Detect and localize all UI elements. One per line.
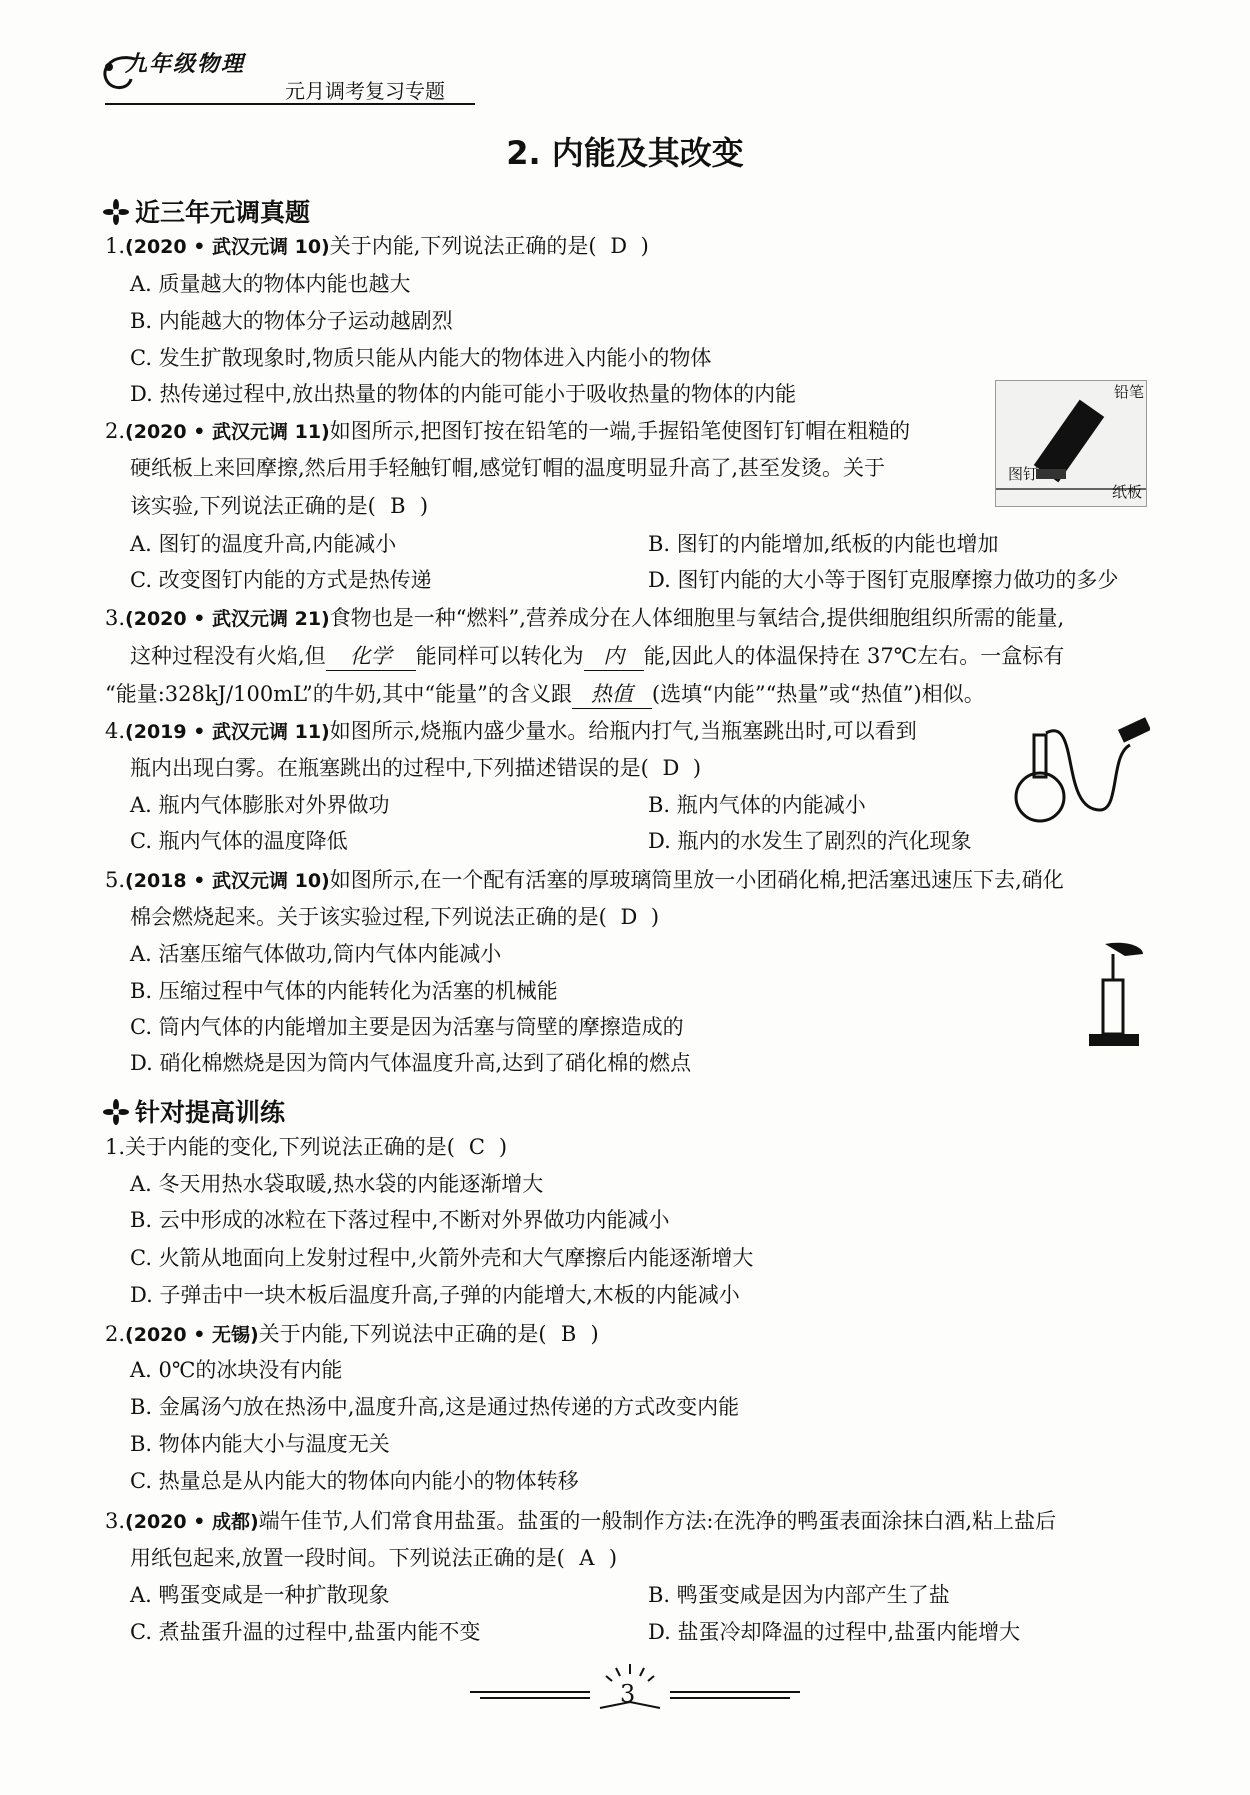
question-text: 瓶内出现白雾。在瓶塞跳出的过程中,下列描述错误的是( [130,756,649,780]
question-text-continued: 硬纸板上来回摩擦,然后用手轻触钉帽,感觉钉帽的温度明显升高了,甚至发烫。关于 [130,456,886,480]
question-source: (2018 • 武汉元调 10) [125,870,330,892]
question-number: 1. [105,234,126,258]
answer-mark: C [468,1135,485,1159]
option: D. 硝化棉燃烧是因为筒内气体温度升高,达到了硝化棉的燃点 [130,1051,692,1075]
question-text-continued [130,492,428,520]
option: A. 鸭蛋变咸是一种扩散现象 [130,1583,390,1607]
option: A. 瓶内气体膨胀对外界做功 [130,793,390,817]
paren-close: ) [419,494,429,518]
option: B. 压缩过程中气体的内能转化为活塞的机械能 [130,979,558,1003]
answer-mark: A [579,1546,595,1570]
answer-blank: 化学 [326,642,416,671]
answer-blank: 热值 [572,680,652,709]
answer-mark: D [662,756,680,780]
paren-close: ) [590,1322,599,1346]
question-source: (2020 • 成都) [125,1511,259,1533]
option: D. 热传递过程中,放出热量的物体的内能可能小于吸收热量的物体的内能 [130,382,797,406]
question-4-stem [105,717,917,746]
option: C. 火箭从地面向上发射过程中,火箭外壳和大气摩擦后内能逐渐增大 [130,1246,754,1270]
figure-label-cardboard: 纸板 [1111,483,1142,501]
paren-close: ) [650,905,660,929]
option: D. 瓶内的水发生了剧烈的汽化现象 [648,829,972,853]
page-header [95,45,475,105]
question-number: 4. [105,719,126,743]
question-number: 5. [105,868,126,892]
question-5-stem [105,866,1064,895]
question-number: 3. [105,606,126,630]
grade-label: 九年级物理 [125,51,246,77]
option: B. 云中形成的冰粒在下落过程中,不断对外界做功内能减小 [130,1208,670,1232]
option: C. 热量总是从内能大的物体向内能小的物体转移 [130,1469,579,1493]
flower-icon [103,199,129,225]
header-subtitle: 元月调考复习专题 [285,79,445,103]
question-1-stem [105,232,649,261]
option: A. 冬天用热水袋取暖,热水袋的内能逐渐增大 [130,1172,544,1196]
option: A. 0℃的冰块没有内能 [130,1358,343,1382]
piston-cylinder-figure [1085,940,1145,1050]
question-number: 1. [105,1135,126,1159]
paren-close: ) [692,756,702,780]
question-text: 如图所示,在一个配有活塞的厚玻璃筒里放一小团硝化棉,把活塞迅速压下去,硝化 [329,868,1064,892]
flask-pump-figure [1010,715,1150,825]
paren-close: ) [498,1135,508,1159]
option: B. 瓶内气体的内能减小 [648,793,866,817]
practice-question-1-stem [105,1133,507,1161]
question-source: (2020 • 武汉元调 11) [125,421,330,443]
question-text: 关于内能,下列说法中正确的是( [258,1322,547,1346]
question-text: 如图所示,烧瓶内盛少量水。给瓶内打气,当瓶塞跳出时,可以看到 [329,719,917,743]
question-text: 能同样可以转化为 [415,644,584,668]
section-heading-past-exams [103,193,310,229]
page-footer [470,1660,800,1720]
option: A. 质量越大的物体内能也越大 [130,272,411,296]
question-text: 端午佳节,人们常食用盐蛋。盐蛋的一般制作方法:在洗净的鸭蛋表面涂抹白酒,粘上盐后 [258,1509,1057,1533]
question-text: (选填“内能”“热量”或“热值”)相似。 [651,682,985,706]
page-title: 2. 内能及其改变 [506,134,744,172]
question-text: 关于内能的变化,下列说法正确的是( [125,1135,455,1159]
question-text-continued [130,754,701,782]
question-text: 棉会燃烧起来。关于该实验过程,下列说法正确的是( [130,905,607,929]
question-source: (2020 • 武汉元调 10) [125,236,330,258]
header-rule [105,103,475,105]
paren-close: ) [608,1546,618,1570]
option: D. 子弹击中一块木板后温度升高,子弹的内能增大,木板的内能减小 [130,1283,740,1307]
section-heading-text: 近三年元调真题 [135,198,311,227]
answer-blank: 内 [584,642,644,671]
pushpin-pencil-figure [995,380,1147,507]
question-source: (2019 • 武汉元调 11) [125,721,330,743]
option: C. 煮盐蛋升温的过程中,盐蛋内能不变 [130,1620,481,1644]
answer-mark: D [610,234,628,258]
question-number: 2. [105,419,126,443]
question-3-stem [105,604,1064,633]
question-text: 用纸包起来,放置一段时间。下列说法正确的是( [130,1546,565,1570]
option: B. 金属汤勺放在热汤中,温度升高,这是通过热传递的方式改变内能 [130,1395,740,1419]
option: C. 筒内气体的内能增加主要是因为活塞与筒壁的摩擦造成的 [130,1015,684,1039]
page-number: 3 [620,1680,636,1708]
question-text: 能,因此人的体温保持在 37℃左右。一盒标有 [643,644,1065,668]
option: C. 发生扩散现象时,物质只能从内能大的物体进入内能小的物体 [130,346,712,370]
question-2-stem [105,417,910,446]
answer-mark: B [560,1322,577,1346]
option: D. 盐蛋冷却降温的过程中,盐蛋内能增大 [648,1620,1021,1644]
figure-label-pushpin: 图钉 [1008,465,1039,483]
question-text: 食物也是一种“燃料”,营养成分在人体细胞里与氧结合,提供细胞组织所需的能量, [329,606,1065,630]
option: A. 图钉的温度升高,内能减小 [130,532,397,556]
piston-drawing [1085,940,1145,1050]
flower-icon [103,1099,129,1125]
option: B. 鸭蛋变咸是因为内部产生了盐 [648,1583,950,1607]
question-text-continued [105,680,985,709]
question-text: “能量:328kJ/100mL”的牛奶,其中“能量”的含义跟 [105,682,572,706]
practice-question-3-stem [105,1507,1056,1536]
option: D. 图钉内能的大小等于图钉克服摩擦力做功的多少 [648,568,1119,592]
question-number: 2. [105,1322,126,1346]
option: A. 活塞压缩气体做功,筒内气体内能减小 [130,942,502,966]
question-text: 如图所示,把图钉按在铅笔的一端,手握铅笔使图钉钉帽在粗糙的 [329,419,911,443]
paren-close: ) [640,234,649,258]
question-source: (2020 • 武汉元调 21) [125,608,330,630]
figure-label-pencil: 铅笔 [1113,383,1144,401]
question-number: 3. [105,1509,126,1533]
answer-mark: D [620,905,638,929]
practice-question-2-stem [105,1320,599,1349]
section-heading-practice [103,1093,285,1129]
option: B. 内能越大的物体分子运动越剧烈 [130,309,453,333]
question-source: (2020 • 无锡) [125,1324,259,1346]
question-text-continued [130,1544,617,1572]
question-text-continued [130,903,659,931]
option: B. 图钉的内能增加,纸板的内能也增加 [648,532,999,556]
question-text: 关于内能,下列说法正确的是( [329,234,597,258]
question-text: 这种过程没有火焰,但 [130,644,326,668]
option: B. 物体内能大小与温度无关 [130,1432,390,1456]
answer-mark: B [390,494,406,518]
option: C. 改变图钉内能的方式是热传递 [130,568,432,592]
section-heading-text: 针对提高训练 [135,1098,286,1127]
option: C. 瓶内气体的温度降低 [130,829,348,853]
flask-drawing [1010,715,1150,825]
question-text-continued [130,642,1064,671]
question-text: 该实验,下列说法正确的是( [130,494,376,518]
